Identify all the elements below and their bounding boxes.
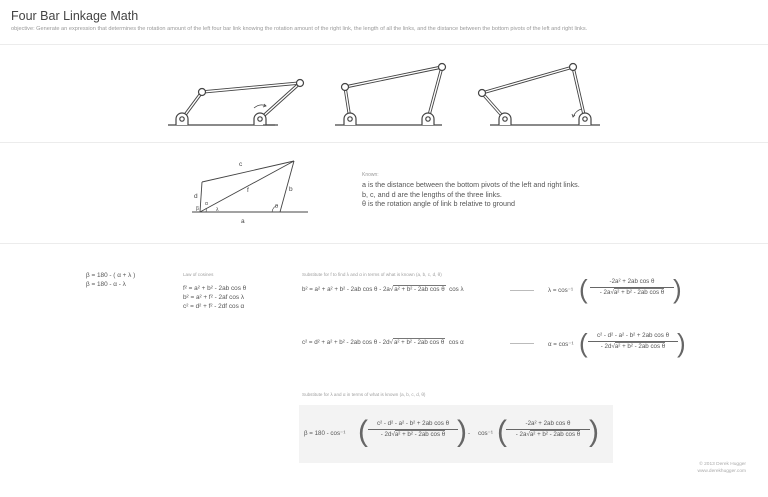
sqrt-radicand: a² + b² - 2ab cos θ bbox=[394, 286, 445, 293]
copyright: © 2013 Derek Hugger bbox=[699, 462, 746, 467]
page-title: Four Bar Linkage Math bbox=[11, 9, 139, 23]
substitute-final-title: Substitute for λ and α in terms of what is known (a, b, c, d, θ) bbox=[302, 392, 426, 397]
label-lambda: λ bbox=[216, 207, 219, 213]
paren-open: ( bbox=[579, 328, 588, 358]
equation-tail: cos λ bbox=[449, 286, 464, 293]
equation-lhs: b² = a² + a² + b² - 2ab cos θ - 2a bbox=[302, 286, 390, 293]
known-title: Known: bbox=[362, 172, 379, 178]
label-alpha: α bbox=[205, 201, 208, 207]
final-lhs: β = 180 - cos⁻¹ bbox=[304, 430, 346, 437]
lambda-fraction bbox=[590, 278, 674, 296]
divider bbox=[0, 44, 768, 45]
lambda-derivation bbox=[302, 286, 464, 293]
final-fraction-1 bbox=[368, 420, 458, 438]
alpha-fraction bbox=[588, 332, 678, 350]
angle-equation: β = 180 - α - λ bbox=[86, 281, 126, 288]
paren-close: ) bbox=[673, 274, 682, 304]
label-f: f bbox=[247, 187, 249, 194]
alpha-result-lhs: α = cos⁻¹ bbox=[548, 341, 574, 348]
known-line: θ is the rotation angle of link b relative to ground bbox=[362, 199, 516, 208]
cosine-equation: f² = a² + b² - 2ab cos θ bbox=[183, 285, 247, 292]
numerator: c² - d² - a² - b² + 2ab cos θ bbox=[588, 332, 678, 342]
divider bbox=[0, 243, 768, 244]
label-theta: θ bbox=[275, 204, 279, 210]
angle-equation: β = 180 - ( α + λ ) bbox=[86, 272, 136, 279]
objective-text: objective: Generate an expression that determines the rotation amount of the left four bar link knowing the rotation amount of the right link, the length of all the links, and the distance between the bottom pivots of the left and right links. bbox=[11, 26, 588, 32]
known-line: b, c, and d are the lengths of the three links. bbox=[362, 190, 502, 199]
label-a: a bbox=[241, 218, 245, 225]
geometry-diagram bbox=[190, 155, 315, 227]
sqrt-symbol: √ bbox=[389, 286, 394, 293]
arrow bbox=[510, 343, 534, 344]
denominator: - 2d√a² + b² - 2ab cos θ bbox=[600, 343, 666, 350]
numerator: c² - d² - a² - b² + 2ab cos θ bbox=[368, 420, 458, 430]
paren-close: ) bbox=[589, 415, 599, 448]
equation-lhs: c² = d² + a² + b² - 2ab cos θ - 2d bbox=[302, 339, 390, 346]
paren-open: ( bbox=[358, 415, 368, 448]
site-link[interactable]: www.derekhugger.com bbox=[697, 469, 746, 474]
label-c: c bbox=[239, 161, 243, 168]
paren-open: ( bbox=[497, 415, 507, 448]
cos-inverse: cos⁻¹ bbox=[478, 430, 493, 437]
label-beta: β bbox=[196, 206, 199, 212]
linkage-illustrations bbox=[160, 55, 610, 135]
law-of-cosines-title: Law of cosines bbox=[183, 272, 214, 277]
cosine-equation: b² = a² + f² - 2af cos λ bbox=[183, 294, 245, 301]
minus-sign: - bbox=[468, 430, 471, 437]
numerator: -2a² + 2ab cos θ bbox=[506, 420, 590, 430]
substitute-f-title: Substitute for f to find λ and α in terms of what is known (a, b, c, d, θ) bbox=[302, 272, 442, 277]
paren-close: ) bbox=[677, 328, 686, 358]
linkage-pose-1 bbox=[168, 80, 304, 126]
equation-tail: cos α bbox=[448, 339, 464, 346]
final-fraction-2 bbox=[506, 420, 590, 438]
numerator: -2a² + 2ab cos θ bbox=[590, 278, 674, 288]
divider bbox=[0, 142, 768, 143]
sqrt-symbol: √ bbox=[389, 339, 393, 346]
alpha-derivation bbox=[302, 339, 464, 346]
sqrt-radicand: a² + b² - 2ab cos θ bbox=[393, 339, 445, 346]
lambda-result-lhs: λ = cos⁻¹ bbox=[548, 287, 574, 294]
denominator: - 2a√a² + b² - 2ab cos θ bbox=[599, 289, 665, 296]
known-line: a is the distance between the bottom pivots of the left and right links. bbox=[362, 180, 580, 189]
arrow bbox=[510, 290, 534, 291]
label-d: d bbox=[194, 193, 198, 200]
denominator: - 2a√a² + b² - 2ab cos θ bbox=[515, 431, 581, 438]
paren-open: ( bbox=[579, 274, 588, 304]
cosine-equation: c² = d² + f² - 2df cos α bbox=[183, 303, 245, 310]
denominator: - 2d√a² + b² - 2ab cos θ bbox=[380, 431, 446, 438]
linkage-pose-3 bbox=[479, 64, 601, 126]
paren-close: ) bbox=[457, 415, 467, 448]
label-b: b bbox=[289, 186, 293, 193]
linkage-pose-2 bbox=[335, 64, 446, 126]
